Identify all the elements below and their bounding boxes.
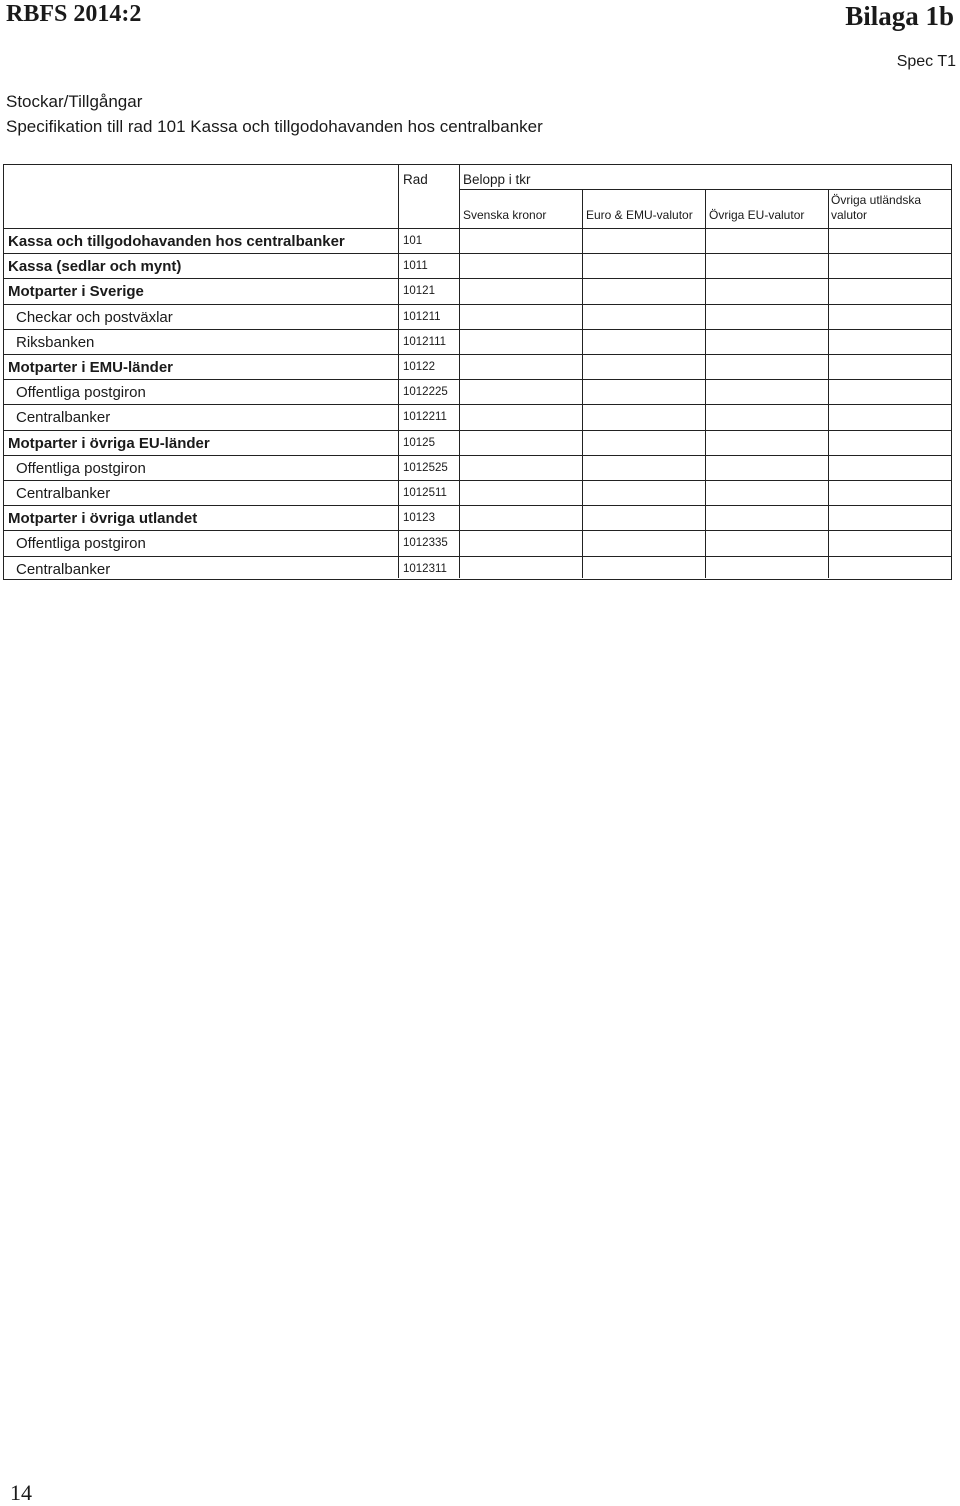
amount-input-cell[interactable] (584, 532, 703, 554)
row-separator (4, 505, 951, 506)
amount-input-cell[interactable] (461, 306, 580, 328)
amount-input-cell[interactable] (584, 432, 703, 454)
row-label: Motparter i övriga utlandet (8, 510, 198, 528)
document-id: RBFS 2014:2 (6, 1, 142, 27)
amount-input-cell[interactable] (707, 280, 826, 302)
page-subtitle: Specifikation till rad 101 Kassa och tillgodohavanden hos centralbanker (6, 117, 543, 136)
row-separator (4, 530, 951, 531)
amount-input-cell[interactable] (461, 230, 580, 252)
amount-input-cell[interactable] (584, 306, 703, 328)
row-label: Offentliga postgiron (16, 384, 146, 402)
row-label: Motparter i Sverige (8, 283, 144, 301)
grid-line (705, 189, 706, 578)
amount-input-cell[interactable] (584, 457, 703, 479)
column-header-other-foreign: Övriga utländska valutor (831, 193, 922, 222)
grid-line (398, 165, 399, 578)
column-header-sek: Svenska kronor (463, 208, 547, 222)
amount-input-cell[interactable] (461, 255, 580, 277)
row-separator (4, 404, 951, 405)
row-separator (4, 304, 951, 305)
amount-input-cell[interactable] (830, 255, 950, 277)
amount-input-cell[interactable] (707, 306, 826, 328)
specification-table (3, 164, 952, 580)
amount-input-cell[interactable] (584, 280, 703, 302)
grid-line (582, 189, 583, 578)
row-separator (4, 228, 951, 229)
row-label: Kassa (sedlar och mynt) (8, 258, 182, 276)
amount-input-cell[interactable] (830, 432, 950, 454)
row-label: Centralbanker (16, 409, 111, 427)
amount-input-cell[interactable] (707, 406, 826, 428)
row-separator (4, 329, 951, 330)
row-label: Kassa och tillgodohavanden hos centralbanker (8, 233, 345, 250)
amount-input-cell[interactable] (707, 558, 826, 580)
column-header-eur: Euro & EMU-valutor (586, 208, 693, 222)
row-code: 101211 (403, 310, 441, 323)
amount-input-cell[interactable] (461, 558, 580, 580)
amount-input-cell[interactable] (584, 507, 703, 529)
amount-input-cell[interactable] (830, 457, 950, 479)
row-label: Motparter i EMU-länder (8, 359, 174, 376)
row-separator (4, 455, 951, 456)
rad-column-header: Rad (403, 172, 428, 187)
grid-line (459, 165, 460, 578)
amount-input-cell[interactable] (830, 331, 950, 353)
row-separator (4, 556, 951, 557)
amount-input-cell[interactable] (461, 482, 580, 504)
amount-input-cell[interactable] (830, 306, 950, 328)
amount-input-cell[interactable] (461, 381, 580, 403)
row-code: 1012511 (403, 487, 447, 499)
row-label: Riksbanken (16, 333, 95, 351)
amount-input-cell[interactable] (707, 457, 826, 479)
amount-input-cell[interactable] (707, 482, 826, 504)
row-code: 10125 (403, 436, 435, 449)
amount-input-cell[interactable] (707, 255, 826, 277)
amount-input-cell[interactable] (830, 406, 950, 428)
amount-input-cell[interactable] (830, 356, 950, 378)
amount-input-cell[interactable] (830, 280, 950, 302)
amount-input-cell[interactable] (707, 381, 826, 403)
amount-input-cell[interactable] (707, 331, 826, 353)
row-code: 1012311 (403, 562, 447, 575)
row-code: 10122 (403, 361, 435, 373)
amount-input-cell[interactable] (461, 507, 580, 529)
amount-input-cell[interactable] (830, 482, 950, 504)
amount-input-cell[interactable] (707, 356, 826, 378)
row-code: 1012211 (403, 411, 447, 424)
row-separator (4, 253, 951, 254)
row-separator (4, 278, 951, 279)
spec-label: Spec T1 (896, 53, 956, 70)
amount-input-cell[interactable] (584, 356, 703, 378)
row-label: Centralbanker (16, 560, 111, 578)
row-code: 1012225 (403, 386, 448, 399)
grid-line (459, 189, 951, 190)
row-label: Motparter i övriga EU-länder (8, 434, 210, 452)
row-separator (4, 379, 951, 380)
row-code: 10121 (403, 285, 435, 298)
row-code: 101 (403, 235, 423, 247)
row-code: 1012335 (403, 537, 448, 550)
amount-input-cell[interactable] (461, 356, 580, 378)
amount-input-cell[interactable] (584, 381, 703, 403)
appendix-label: Bilaga 1b (845, 1, 954, 31)
amount-input-cell[interactable] (461, 280, 580, 302)
amount-input-cell[interactable] (830, 507, 950, 529)
amount-input-cell[interactable] (830, 381, 950, 403)
amount-input-cell[interactable] (584, 255, 703, 277)
amount-input-cell[interactable] (584, 406, 703, 428)
amount-input-cell[interactable] (584, 558, 703, 580)
amount-input-cell[interactable] (461, 457, 580, 479)
amount-input-cell[interactable] (461, 432, 580, 454)
amount-input-cell[interactable] (707, 432, 826, 454)
row-code: 10123 (403, 512, 435, 525)
page-title: Stockar/Tillgångar (6, 92, 143, 111)
amount-input-cell[interactable] (461, 532, 580, 554)
row-separator (4, 354, 951, 355)
column-header-other-eu: Övriga EU-valutor (709, 208, 805, 222)
row-label: Offentliga postgiron (16, 535, 146, 553)
amount-input-cell[interactable] (584, 230, 703, 252)
row-code: 1011 (403, 260, 428, 273)
amount-input-cell[interactable] (461, 406, 580, 428)
amount-input-cell[interactable] (707, 230, 826, 252)
row-separator (4, 430, 951, 431)
amount-input-cell[interactable] (707, 507, 826, 529)
row-label: Centralbanker (16, 485, 111, 502)
row-label: Offentliga postgiron (16, 459, 146, 477)
amount-input-cell[interactable] (830, 558, 950, 580)
row-code: 1012111 (403, 335, 447, 348)
grid-line (828, 189, 829, 578)
amount-input-cell[interactable] (707, 532, 826, 554)
amount-input-cell[interactable] (584, 331, 703, 353)
row-separator (4, 480, 951, 481)
row-label: Checkar och postväxlar (16, 308, 173, 326)
amount-input-cell[interactable] (830, 230, 950, 252)
amount-input-cell[interactable] (461, 331, 580, 353)
amount-input-cell[interactable] (830, 532, 950, 554)
amount-input-cell[interactable] (584, 482, 703, 504)
row-code: 1012525 (403, 461, 448, 474)
page-number: 14 (10, 1480, 32, 1505)
amount-header: Belopp i tkr (463, 172, 531, 187)
